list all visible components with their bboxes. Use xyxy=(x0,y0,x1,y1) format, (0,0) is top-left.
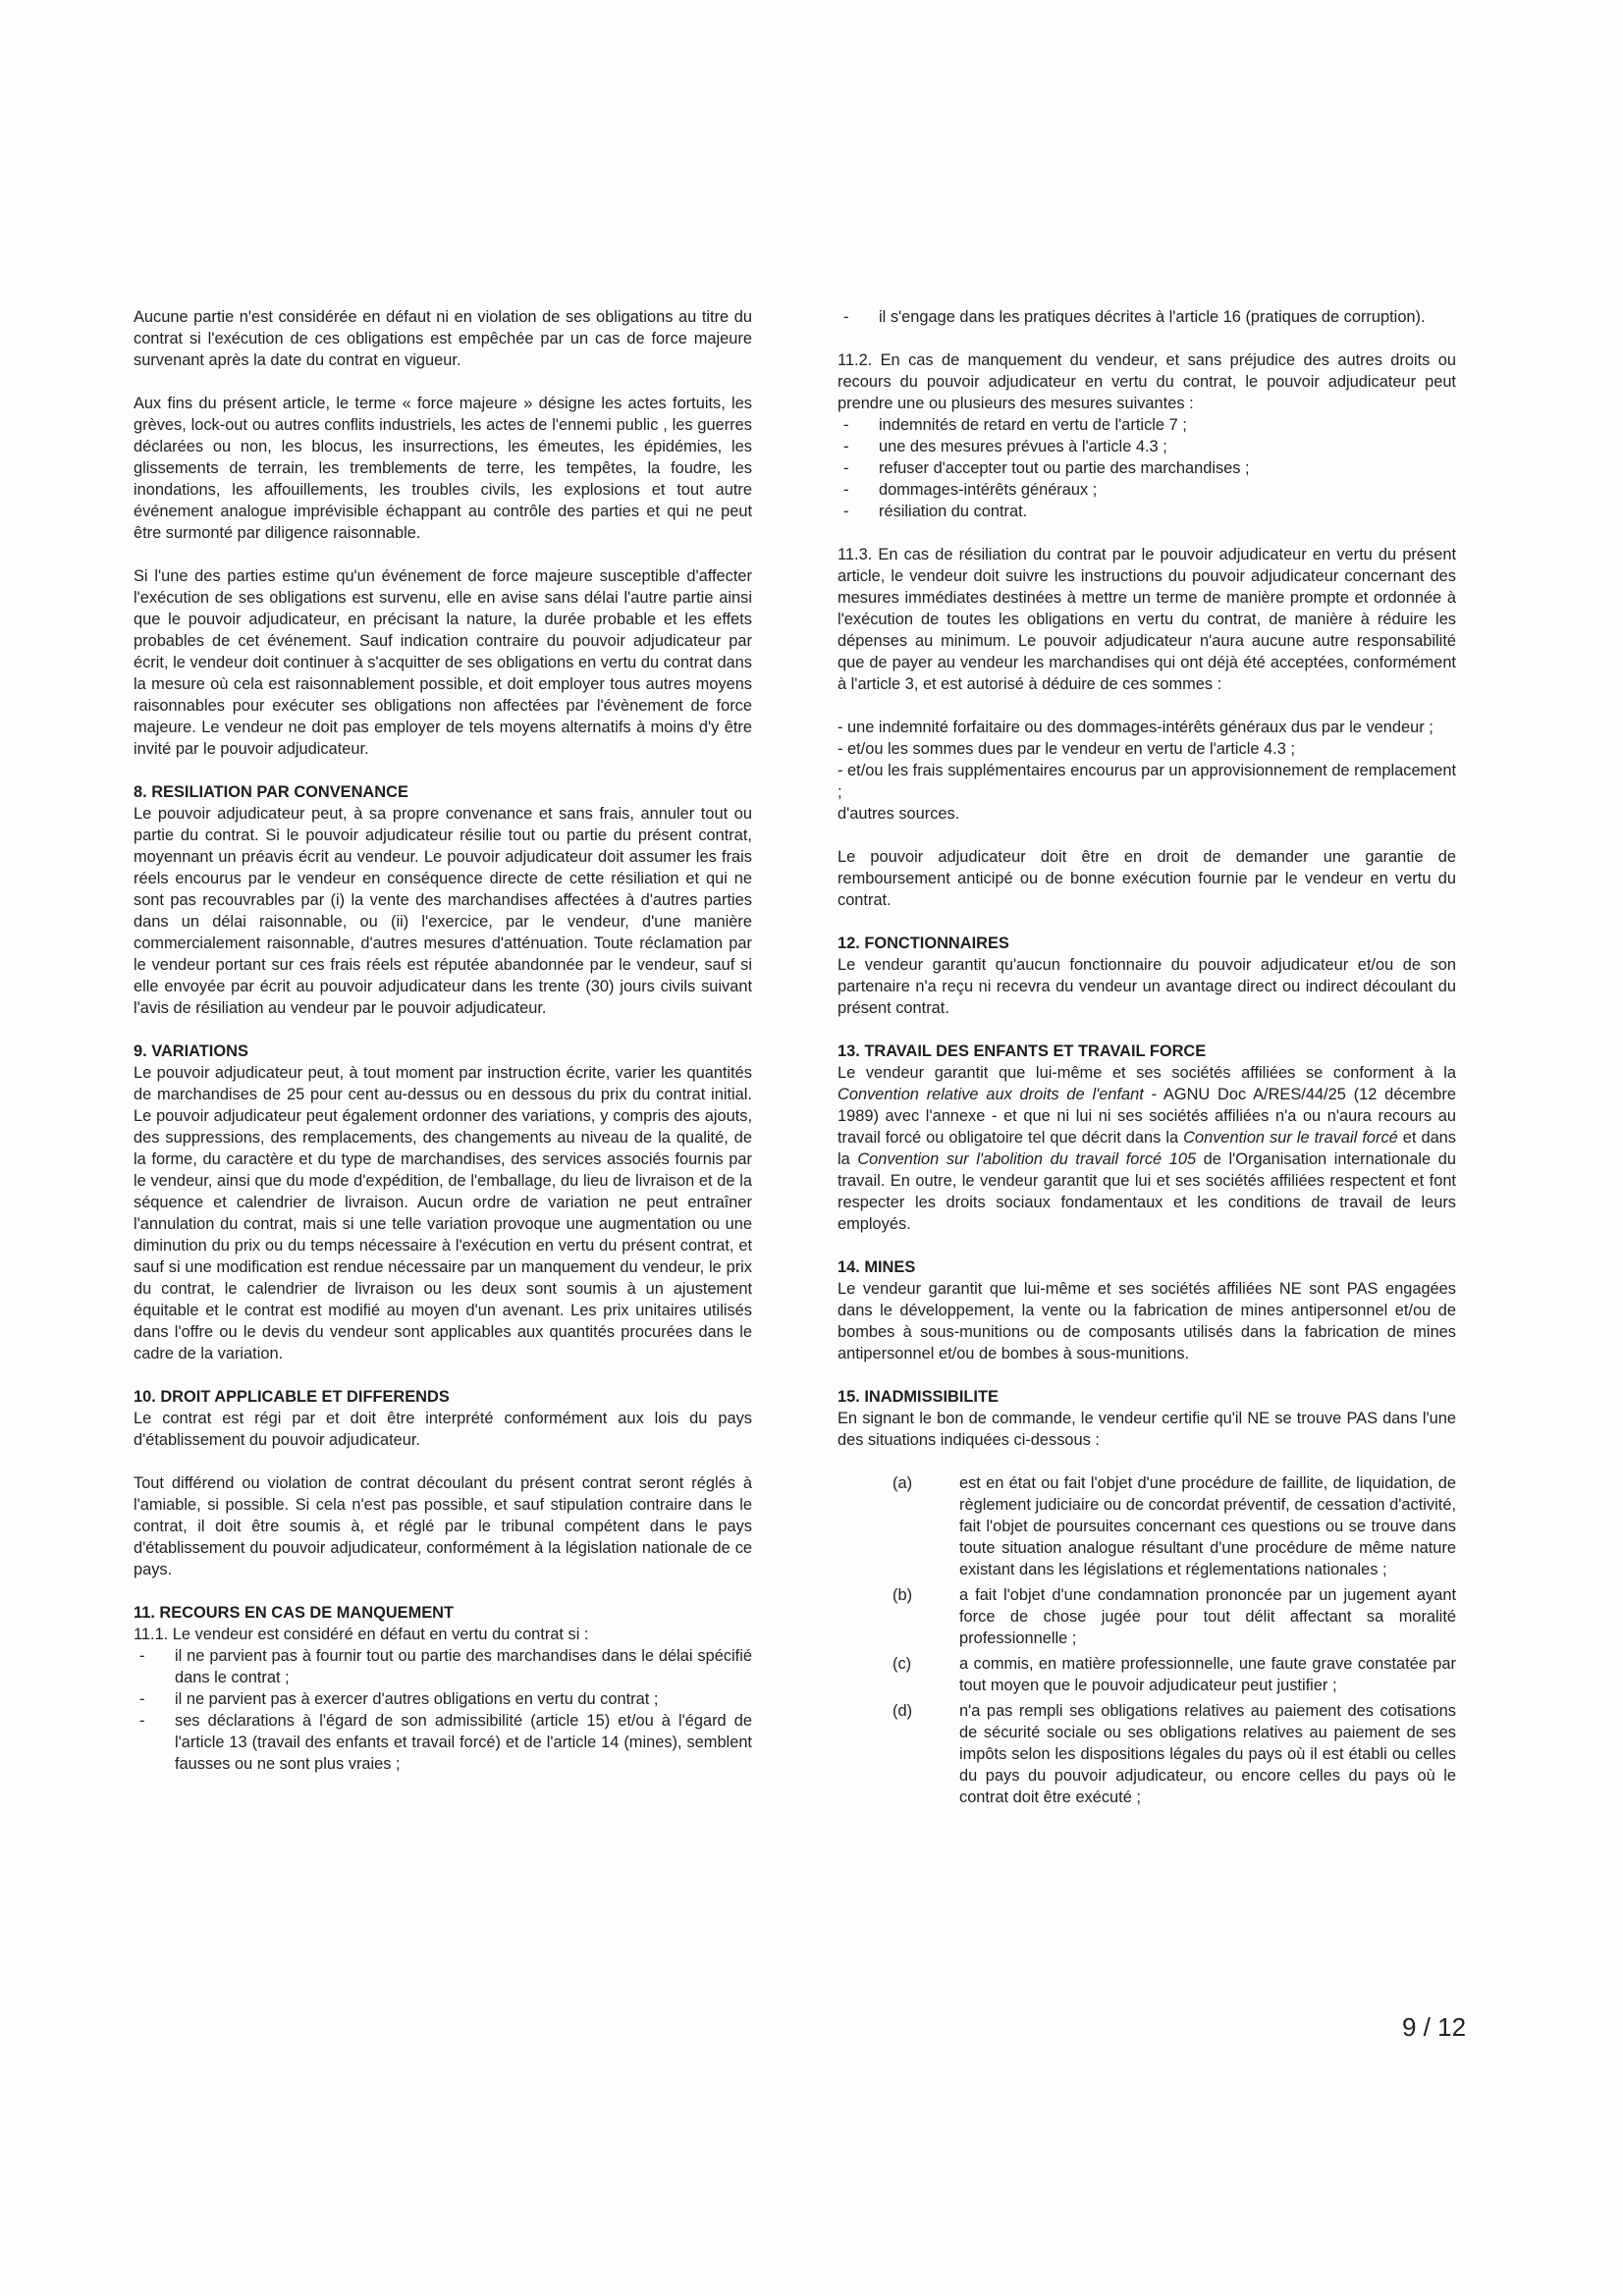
list-bullet: - xyxy=(843,438,849,455)
section-12 xyxy=(838,933,1456,1019)
section-12-title: 12. FONCTIONNAIRES xyxy=(838,934,1009,952)
section-13-body xyxy=(838,1062,1456,1235)
list-item-text: indemnités de retard en vertu de l'article 7 ; xyxy=(879,416,1187,434)
section-14-title: 14. MINES xyxy=(838,1258,916,1276)
section-11-title: 11. RECOURS EN CAS DE MANQUEMENT xyxy=(134,1604,455,1622)
force-majeure-notification: Si l'une des parties estime qu'un événement de force majeure susceptible d'affecter l'exécution de ses obligations est survenu, elle en avise sans délai l'autre partie ainsi que le pouvoir adjudicateur, en précisant la nature, la durée probable et les effets probables de cet événement. Sauf indication contraire du pouvoir adjudicateur par écrit, le vendeur doit continuer à s'acquitter de ses obligations en vertu du contrat dans la mesure où cela est raisonnablement possible, et doit employer tous autres moyens raisonnables pour exécuter ses obligations non affectées par l'évènement de force majeure. Le vendeur ne doit pas employer de tels moyens alternatifs à moins d'y être invité par le pouvoir adjudicateur. xyxy=(134,567,752,758)
list-item xyxy=(838,1653,1456,1696)
list-item xyxy=(838,1584,1456,1649)
list-item xyxy=(134,1688,752,1710)
force-majeure-definition: Aux fins du présent article, le terme « force majeure » désigne les actes fortuits, les grèves, lock-out ou autres conflits industriels, les actes de l'ennemi public , les guerres déclarées ou non, les blocus, les insurrections, les émeutes, les épidémies, les glissements de terrain, les tremblements de terre, les tempêtes, la foudre, les inondations, les affouillements, les troubles civils, les explosions et tout autre événement analogue imprévisible échappant au contrôle des parties et qui ne peut être surmonté par diligence raisonnable. xyxy=(134,395,752,542)
section-15 xyxy=(838,1386,1456,1808)
section-10-body-2: Tout différend ou violation de contrat découlant du présent contrat seront réglés à l'amiable, si possible. Si cela n'est pas possible, et sauf stipulation contraire dans le contrat, il doit être soumis à, et réglé par le tribunal compétent dans le pays d'établissement du pouvoir adjudicateur, conformément à la législation nationale de ce pays. xyxy=(134,1474,752,1578)
list-item-text: il ne parvient pas à exercer d'autres obligations en vertu du contrat ; xyxy=(175,1690,659,1708)
convention-forced-labour: Convention sur le travail forcé xyxy=(1183,1129,1398,1147)
deduction-line: d'autres sources. xyxy=(838,805,960,823)
list-bullet: - xyxy=(843,308,849,326)
section-13-text-d: de l'Organisation internationale du travail. En outre, le vendeur garantit que lui et ses sociétés affiliées respectent et font respecter les droits sociaux fondamentaux et les conditions de travail de leurs employés. xyxy=(838,1150,1456,1233)
page-number: 9 / 12 xyxy=(1402,2012,1467,2042)
section-9 xyxy=(134,1041,752,1364)
list-item xyxy=(838,306,1456,328)
section-11-3-body: 11.3. En cas de résiliation du contrat par le pouvoir adjudicateur en vertu du présent article, le vendeur doit suivre les instructions du pouvoir adjudicateur concernant des mesures immédiates destinées à mettre un terme de manière prompte et ordonnée à l'exécution de toutes les obligations en vertu du contrat, de manière à réduire les dépenses au minimum. Le pouvoir adjudicateur n'aura aucune autre responsabilité que de payer au vendeur les marchandises qui ont déjà été acceptées, conformément à l'article 3, et est autorisé à déduire de ces sommes : xyxy=(838,546,1456,693)
section-8 xyxy=(134,781,752,1019)
list-label: (b) xyxy=(893,1586,913,1604)
list-item-text: refuser d'accepter tout ou partie des marchandises ; xyxy=(879,459,1250,477)
section-13-text-c: et dans la xyxy=(838,1129,1456,1168)
list-bullet: - xyxy=(139,1647,145,1665)
list-item xyxy=(838,479,1456,501)
section-8-body: Le pouvoir adjudicateur peut, à sa propre convenance et sans frais, annuler tout ou partie du contrat. Si le pouvoir adjudicateur résilie tout ou partie du présent contrat, moyennant un préavis écrit au vendeur. Le pouvoir adjudicateur doit assumer les frais réels encourus par le vendeur en conséquence directe de cette résiliation et qui ne sont pas recouvrables par (i) la vente des marchandises affectées à d'autres parties dans un délai raisonnable, ou (ii) l'exercice, par le vendeur, d'une manière commercialement raisonnable, d'autres mesures d'atténuation. Toute réclamation par le vendeur portant sur ces frais réels est réputée abandonnée par le vendeur, sauf si elle envoyée par écrit au pouvoir adjudicateur dans les trente (30) jours civils suivant l'avis de résiliation au vendeur par le pouvoir adjudicateur. xyxy=(134,805,752,1017)
section-10-title: 10. DROIT APPLICABLE ET DIFFERENDS xyxy=(134,1388,450,1406)
section-13-text-a: Le vendeur garantit que lui-même et ses sociétés affiliées se conforment à la xyxy=(838,1064,1456,1082)
list-item xyxy=(838,414,1456,436)
deduction-line: - et/ou les sommes dues par le vendeur en vertu de l'article 4.3 ; xyxy=(838,740,1295,758)
convention-child-rights: Convention relative aux droits de l'enfant xyxy=(838,1086,1144,1103)
section-11-2 xyxy=(838,349,1456,522)
list-item-text: dommages-intérêts généraux ; xyxy=(879,481,1098,499)
section-11-3-deductions xyxy=(838,717,1456,825)
list-item-text: est en état ou fait l'objet d'une procédure de faillite, de liquidation, de règlement judiciaire ou de concordat préventif, de cessation d'activité, fait l'objet de poursuites concernant ces questions ou se trouve dans toute situation analogue résultant d'une procédure de même nature existant dans les législations et réglementations nationales ; xyxy=(959,1474,1456,1578)
section-12-body: Le vendeur garantit qu'aucun fonctionnaire du pouvoir adjudicateur et/ou de son partenaire n'a reçu ni recevra du vendeur un avantage direct ou indirect découlant du présent contrat. xyxy=(838,956,1456,1017)
list-item xyxy=(838,1472,1456,1580)
section-8-title: 8. RESILIATION PAR CONVENANCE xyxy=(134,783,408,801)
section-11-2-intro: 11.2. En cas de manquement du vendeur, et sans préjudice des autres droits ou recours du pouvoir adjudicateur en vertu du contrat, le pouvoir adjudicateur peut prendre une ou plusieurs des mesures suivantes : xyxy=(838,351,1456,412)
section-13-text-b: - AGNU Doc A/RES/44/25 (12 décembre 1989) avec l'annexe - et que ni lui ni ses sociétés affiliées n'a ou n'aura recours au travail forcé ou obligatoire tel que décrit dans la xyxy=(838,1086,1456,1147)
section-14-body: Le vendeur garantit que lui-même et ses sociétés affiliées NE sont PAS engagées dans le développement, la vente ou la fabrication de mines antipersonnel et/ou de bombes à sous-munitions ou de composants utilisés dans la fabrication de mines antipersonnel et/ou de bombes à sous-munitions. xyxy=(838,1280,1456,1362)
convention-abolition-forced-labour: Convention sur l'abolition du travail forcé 105 xyxy=(857,1150,1197,1168)
section-11-1-intro: 11.1. Le vendeur est considéré en défaut en vertu du contrat si : xyxy=(134,1626,589,1643)
scan-artifact xyxy=(39,39,47,45)
list-bullet: - xyxy=(843,503,849,520)
section-9-body: Le pouvoir adjudicateur peut, à tout moment par instruction écrite, varier les quantités de marchandises de 25 pour cent au-dessus ou en dessous du prix du contrat initial. Le pouvoir adjudicateur peut également ordonner des variations, y compris des ajouts, des suppressions, des remplacements, des changements au niveau de la qualité, de la forme, du caractère et du type de marchandises, des services associés fournis par le vendeur, ainsi que du mode d'expédition, de l'emballage, du lieu de livraison et de la séquence et calendrier de livraison. Aucun ordre de variation ne peut entraîner l'annulation du contrat, mais si une telle variation provoque une augmentation ou une diminution du prix ou du temps nécessaire à l'exécution en vertu du présent contrat, et sauf si une modification est rendue nécessaire par un manquement du vendeur, le prix du contrat, le calendrier de livraison ou les deux sont soumis à un ajustement équitable et le contrat est modifié au moyen d'un avenant. Les prix unitaires utilisés dans l'offre ou le devis du vendeur sont applicables aux quantités procurées dans le cadre de la variation. xyxy=(134,1064,752,1362)
list-bullet: - xyxy=(843,416,849,434)
list-item-text: il s'engage dans les pratiques décrites à l'article 16 (pratiques de corruption). xyxy=(879,308,1426,326)
list-item xyxy=(838,457,1456,479)
section-13-title: 13. TRAVAIL DES ENFANTS ET TRAVAIL FORCE xyxy=(838,1042,1207,1060)
list-bullet: - xyxy=(843,459,849,477)
list-item-text: une des mesures prévues à l'article 4.3 ; xyxy=(879,438,1167,455)
list-item-text: n'a pas rempli ses obligations relatives au paiement des cotisations de sécurité sociale ou ses obligations relatives au paiement de ses impôts selon les dispositions légales du pays où il est établi ou celles du pays du pouvoir adjudicateur, ou encore celles du pays où le contrat doit être exécuté ; xyxy=(959,1702,1456,1806)
list-item xyxy=(134,1710,752,1775)
list-label: (a) xyxy=(893,1474,913,1492)
section-15-title: 15. INADMISSIBILITE xyxy=(838,1388,999,1406)
deduction-line: - et/ou les frais supplémentaires encourus par un approvisionnement de remplacement ; xyxy=(838,762,1456,801)
list-bullet: - xyxy=(843,481,849,499)
section-10-body-1: Le contrat est régi par et doit être interprété conformément aux lois du pays d'établissement du pouvoir adjudicateur. xyxy=(134,1410,752,1449)
section-10 xyxy=(134,1386,752,1580)
section-15-intro: En signant le bon de commande, le vendeur certifie qu'il NE se trouve PAS dans l'une des situations indiquées ci-dessous : xyxy=(838,1410,1456,1449)
list-item-text: ses déclarations à l'égard de son admissibilité (article 15) et/ou à l'égard de l'article 13 (travail des enfants et travail forcé) et de l'article 14 (mines), semblent fausses ou ne sont plus vraies ; xyxy=(175,1712,752,1773)
left-column xyxy=(134,306,752,1796)
list-item-text: il ne parvient pas à fournir tout ou partie des marchandises dans le délai spécifié dans le contrat ; xyxy=(175,1647,752,1686)
list-bullet: - xyxy=(139,1690,145,1708)
list-item xyxy=(134,1645,752,1688)
list-item xyxy=(838,501,1456,522)
list-item xyxy=(838,1700,1456,1808)
list-item-text: résiliation du contrat. xyxy=(879,503,1028,520)
right-column xyxy=(838,306,1456,1830)
list-item xyxy=(838,436,1456,457)
list-bullet: - xyxy=(139,1712,145,1730)
list-item-text: a commis, en matière professionnelle, une faute grave constatée par tout moyen que le pouvoir adjudicateur peut justifier ; xyxy=(959,1655,1456,1694)
section-11 xyxy=(134,1602,752,1775)
list-label: (d) xyxy=(893,1702,913,1720)
list-item-text: a fait l'objet d'une condamnation prononcée par un jugement ayant force de chose jugée pour tout délit affectant sa moralité professionnelle ; xyxy=(959,1586,1456,1647)
list-label: (c) xyxy=(893,1655,912,1673)
section-11-4-body: Le pouvoir adjudicateur doit être en droit de demander une garantie de remboursement anticipé ou de bonne exécution fournie par le vendeur en vertu du contrat. xyxy=(838,848,1456,909)
force-majeure-intro: Aucune partie n'est considérée en défaut ni en violation de ses obligations au titre du contrat si l'exécution de ces obligations est empêchée par un cas de force majeure survenant après la date du contrat en vigueur. xyxy=(134,308,752,369)
section-13 xyxy=(838,1041,1456,1235)
deduction-line: - une indemnité forfaitaire ou des dommages-intérêts généraux dus par le vendeur ; xyxy=(838,719,1434,736)
section-14 xyxy=(838,1256,1456,1364)
section-9-title: 9. VARIATIONS xyxy=(134,1042,248,1060)
